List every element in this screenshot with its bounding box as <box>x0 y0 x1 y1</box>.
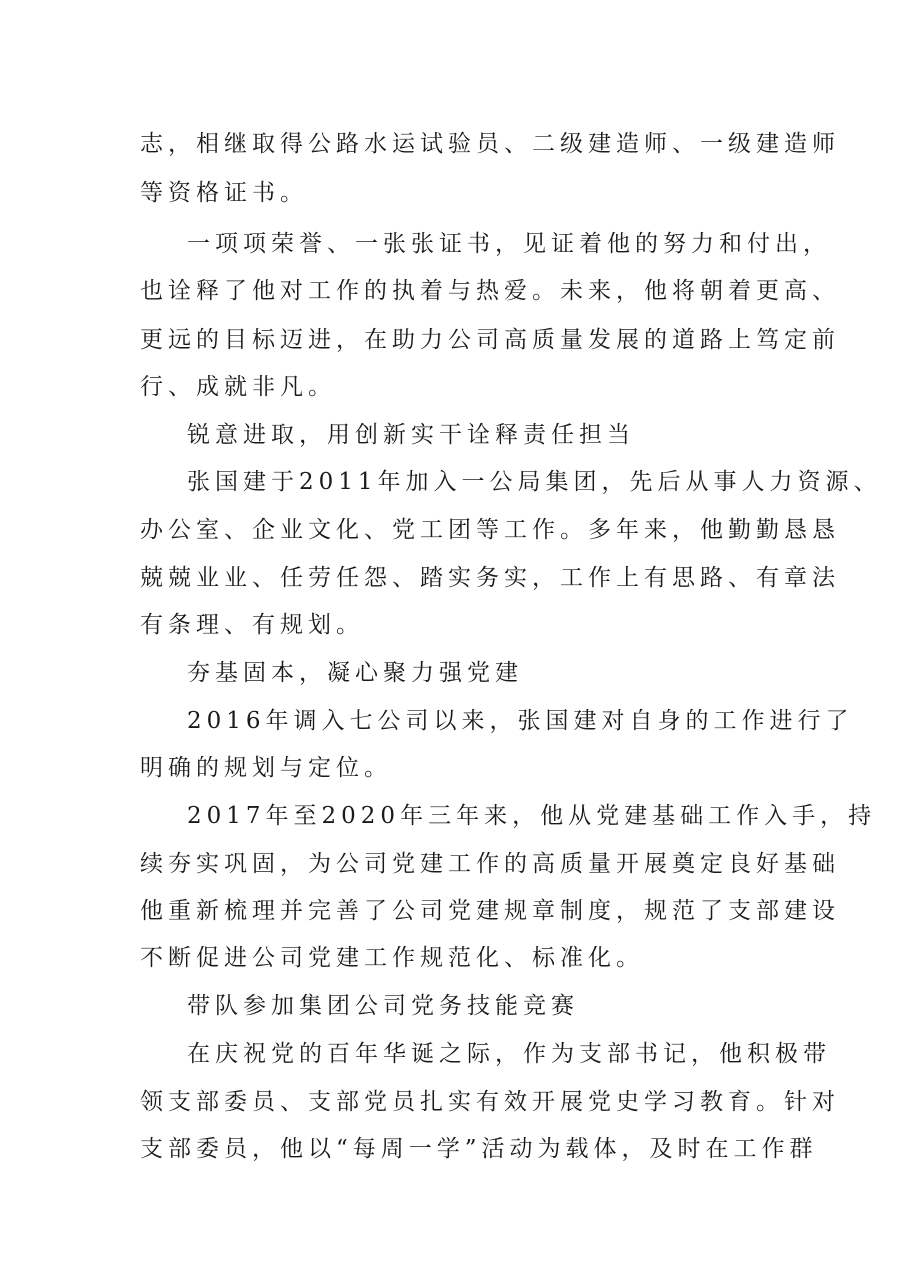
text-line-17: 他重新梳理并完善了公司党建规章制度，规范了支部建设 <box>140 898 840 924</box>
text-line-15: 2017年至2020年三年来，他从党建基础工作入手，持 <box>187 803 877 829</box>
text-line-1: 志，相继取得公路水运试验员、二级建造师、一级建造师 <box>140 131 840 157</box>
section-heading-3: 带队参加集团公司党务技能竞赛 <box>187 993 579 1019</box>
text-line-10: 兢兢业业、任劳任怨、踏实务实，工作上有思路、有章法 <box>140 565 840 591</box>
text-line-9: 办公室、企业文化、党工团等工作。多年来，他勤勤恳恳 <box>140 517 840 543</box>
text-line-6: 行、成就非凡。 <box>140 374 336 400</box>
text-line-4: 也诠释了他对工作的执着与热爱。未来，他将朝着更高、 <box>140 278 840 304</box>
section-heading-1: 锐意进取，用创新实干诠释责任担当 <box>187 422 635 448</box>
text-line-20: 在庆祝党的百年华诞之际，作为支部书记，他积极带 <box>187 1041 831 1067</box>
text-line-3: 一项项荣誉、一张张证书，见证着他的努力和付出， <box>187 231 831 257</box>
text-line-11: 有条理、有规划。 <box>140 612 364 638</box>
text-line-22: 支部委员，他以“每周一学”活动为载体，及时在工作群 <box>140 1136 818 1162</box>
text-line-8: 张国建于2011年加入一公局集团，先后从事人力资源、 <box>187 469 882 495</box>
text-line-21: 领支部委员、支部党员扎实有效开展党史学习教育。针对 <box>140 1089 840 1115</box>
text-line-13: 2016年调入七公司以来，张国建对自身的工作进行了 <box>187 708 854 734</box>
text-line-16: 续夯实巩固，为公司党建工作的高质量开展奠定良好基础 <box>140 851 840 877</box>
section-heading-2: 夯基固本，凝心聚力强党建 <box>187 660 523 686</box>
text-line-2: 等资格证书。 <box>140 180 308 206</box>
text-line-14: 明确的规划与定位。 <box>140 755 392 781</box>
text-line-18: 不断促进公司党建工作规范化、标准化。 <box>140 945 644 971</box>
text-line-5: 更远的目标迈进，在助力公司高质量发展的道路上笃定前 <box>140 327 840 353</box>
